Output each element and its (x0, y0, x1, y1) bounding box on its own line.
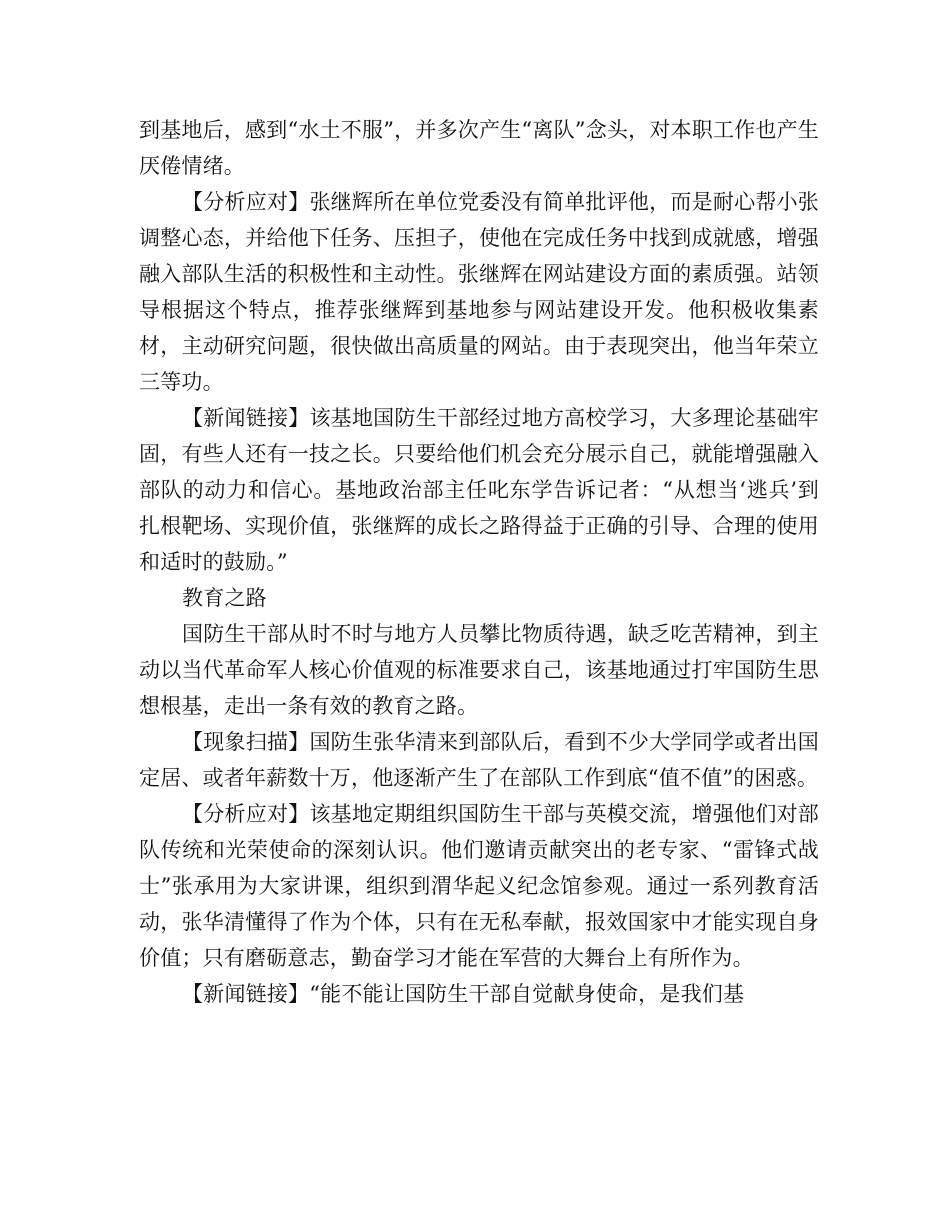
paragraph-analysis-response: 【分析应对】张继辉所在单位党委没有简单批评他，而是耐心帮小张调整心态，并给他下任务、压担子，使他在完成任务中找到成就感，增强融入部队生活的积极性和主动性。张继辉在网站建设方面的素质强。站领导根据这个特点，推荐张继辉到基地参与网站建设开发。他积极收集素材，主动研究问题，很快做出高质量的网站。由于表现突出，他当年荣立三等功。 (139, 190, 819, 394)
section-heading-education-path: 教育之路 (182, 586, 267, 610)
paragraph-education-intro: 国防生干部从时不时与地方人员攀比物质待遇，缺乏吃苦精神，到主动以当代革命军人核心价值观的标准要求自己，该基地通过打牢国防生思想根基，走出一条有效的教育之路。 (139, 622, 819, 718)
paragraph-news-link-2: 【新闻链接】“能不能让国防生干部自觉献身使命，是我们基 (182, 982, 745, 1006)
paragraph-analysis-response-2: 【分析应对】该基地定期组织国防生干部与英模交流，增强他们对部队传统和光荣使命的深刻认识。他们邀请贡献突出的老专家、“雷锋式战士”张承用为大家讲课，组织到渭华起义纪念馆参观。通过一系列教育活动，张华清懂得了作为个体，只有在无私奉献，报效国家中才能实现自身价值；只有磨砺意志，勤奋学习才能在军营的大舞台上有所作为。 (139, 802, 819, 970)
paragraph-continuation: 到基地后，感到“水土不服”，并多次产生“离队”念头，对本职工作也产生厌倦情绪。 (139, 118, 819, 178)
document-body (139, 112, 819, 1012)
paragraph-phenomenon-scan: 【现象扫描】国防生张华清来到部队后，看到不少大学同学或者出国定居、或者年薪数十万，他逐渐产生了在部队工作到底“值不值”的困惑。 (139, 730, 819, 790)
paragraph-news-link: 【新闻链接】该基地国防生干部经过地方高校学习，大多理论基础牢固，有些人还有一技之长。只要给他们机会充分展示自己，就能增强融入部队的动力和信心。基地政治部主任叱东学告诉记者：“从想当‘逃兵’到扎根靶场、实现价值，张继辉的成长之路得益于正确的引导、合理的使用和适时的鼓励。” (139, 406, 819, 574)
